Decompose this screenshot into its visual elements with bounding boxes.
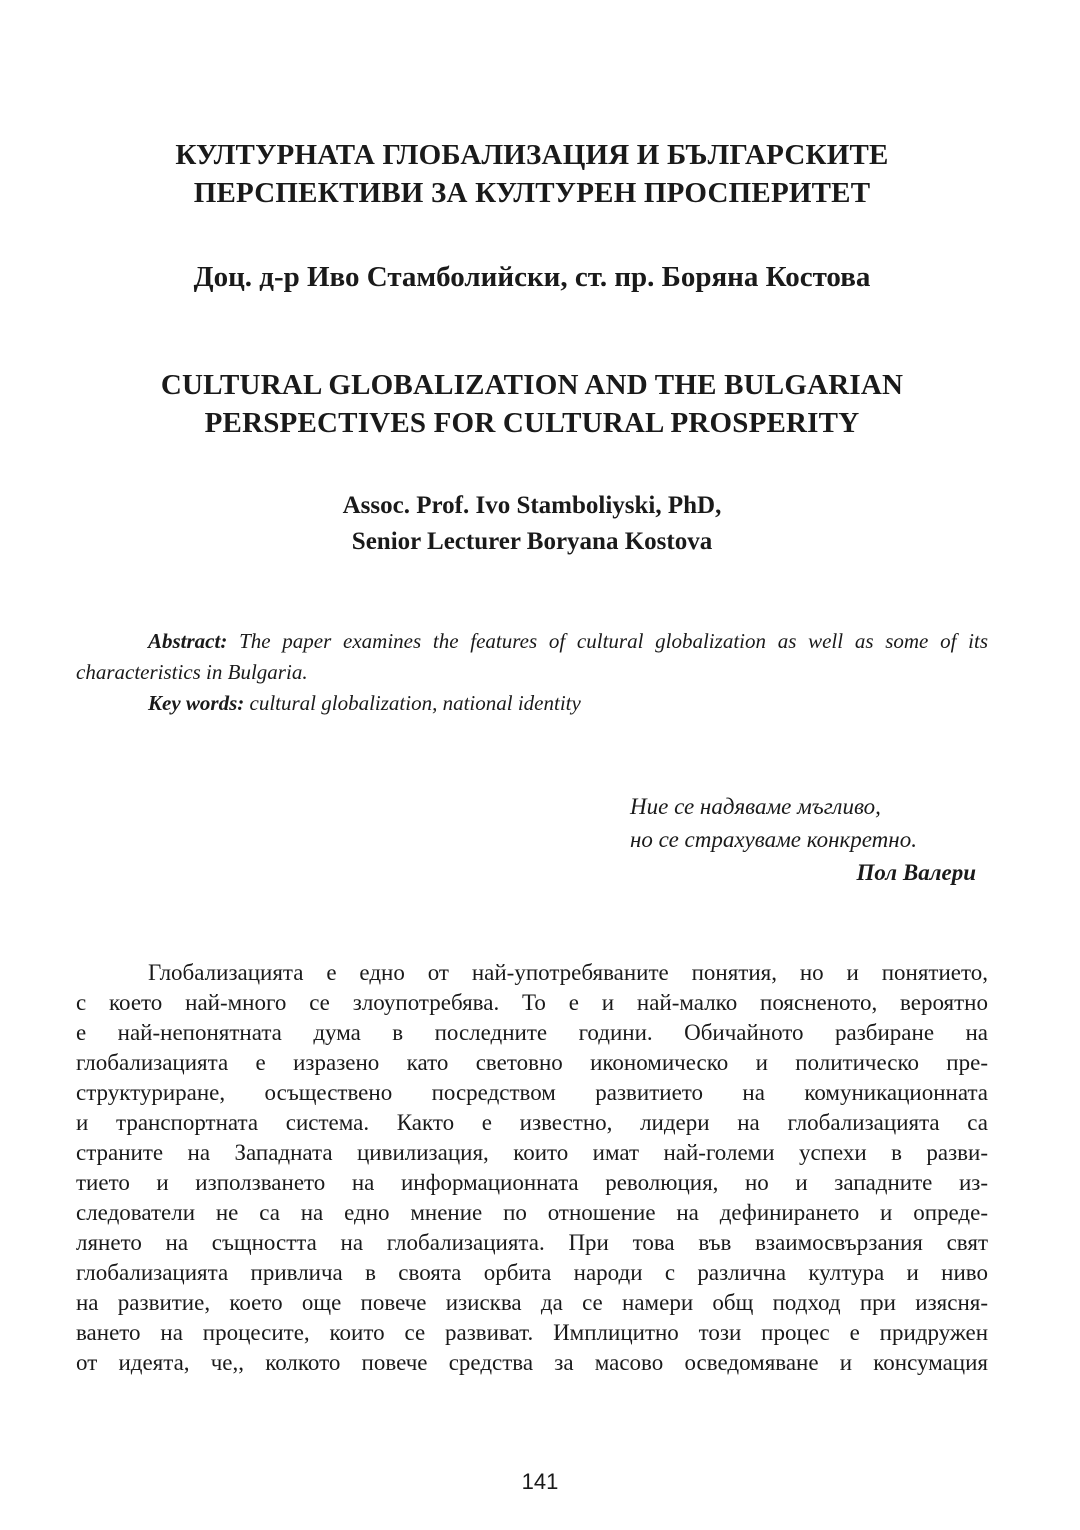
keywords-text: cultural globalization, national identity bbox=[249, 691, 581, 715]
body-line: ването на процесите, които се развиват. Имплицитно този процес е придружен bbox=[76, 1320, 988, 1345]
body-line: лянето на същността на глобализацията. При това във взаимосвързания свят bbox=[76, 1230, 988, 1255]
keywords-label: Key words: bbox=[148, 691, 245, 715]
body-line: следователи не са на едно мнение по отношение на дефинирането и опреде- bbox=[76, 1200, 988, 1225]
body-line: е най-непонятната дума в последните години. Обичайното разбиране на bbox=[76, 1020, 988, 1045]
abstract-text: The paper examines the features of cultural globalization as well as some of its characteristics in Bulgaria. bbox=[76, 629, 989, 684]
body-line: глобализацията привлича в своята орбита народи с различна култура и ниво bbox=[76, 1260, 988, 1285]
authors-english bbox=[76, 488, 988, 560]
body-line: глобализацията е изразено като световно икономическо и политическо пре- bbox=[76, 1050, 988, 1075]
body-line: Глобализацията е едно от най-употребяваните понятия, но и понятието, bbox=[148, 960, 988, 985]
authors-bulgarian: Доц. д-р Иво Стамболийски, ст. пр. Боряна Костова bbox=[193, 261, 871, 293]
body-line: тието и използването на информационната революция, но и западните из- bbox=[76, 1170, 988, 1195]
keywords-paragraph bbox=[76, 688, 988, 719]
abstract-label: Abstract: bbox=[148, 629, 228, 653]
epigraph-line-2: но се страхуваме конкретно. bbox=[630, 827, 917, 852]
title-english-line-2: PERSPECTIVES FOR CULTURAL PROSPERITY bbox=[204, 407, 860, 439]
authors-english-line-1: Assoc. Prof. Ivo Stamboliyski, PhD, bbox=[342, 492, 722, 519]
body-line: страните на Западната цивилизация, които имат най-големи успехи в разви- bbox=[76, 1140, 988, 1165]
epigraph-author: Пол Валери bbox=[856, 860, 976, 885]
abstract-paragraph bbox=[76, 626, 988, 688]
title-bulgarian bbox=[76, 136, 988, 212]
authors-english-line-2: Senior Lecturer Boryana Kostova bbox=[351, 528, 713, 555]
title-bulgarian-line-1: КУЛТУРНАТА ГЛОБАЛИЗАЦИЯ И БЪЛГАРСКИТЕ bbox=[175, 139, 889, 171]
epigraph-line-1: Ние се надяваме мъгливо, bbox=[630, 794, 881, 819]
body-line: структуриране, осъществено посредством развитието на комуникационната bbox=[76, 1080, 988, 1105]
body-line: и транспортната система. Както е известно, лидери на глобализацията са bbox=[76, 1110, 988, 1135]
page-number: 141 bbox=[521, 1469, 559, 1494]
epigraph bbox=[630, 790, 988, 889]
title-english-line-1: CULTURAL GLOBALIZATION AND THE BULGARIAN bbox=[160, 369, 904, 401]
abstract-section bbox=[76, 626, 988, 719]
title-english bbox=[76, 366, 988, 442]
title-bulgarian-line-2: ПЕРСПЕКТИВИ ЗА КУЛТУРЕН ПРОСПЕРИТЕТ bbox=[193, 177, 871, 209]
body-paragraph bbox=[76, 958, 988, 1378]
body-line: на развитие, което още повече изисква да се намери общ подход при изясня- bbox=[76, 1290, 988, 1315]
body-line: с което най-много се злоупотребява. То е и най-малко поясненото, вероятно bbox=[76, 990, 988, 1015]
body-line: от идеята, че,, колкото повече средства за масово осведомяване и консумация bbox=[76, 1350, 988, 1375]
